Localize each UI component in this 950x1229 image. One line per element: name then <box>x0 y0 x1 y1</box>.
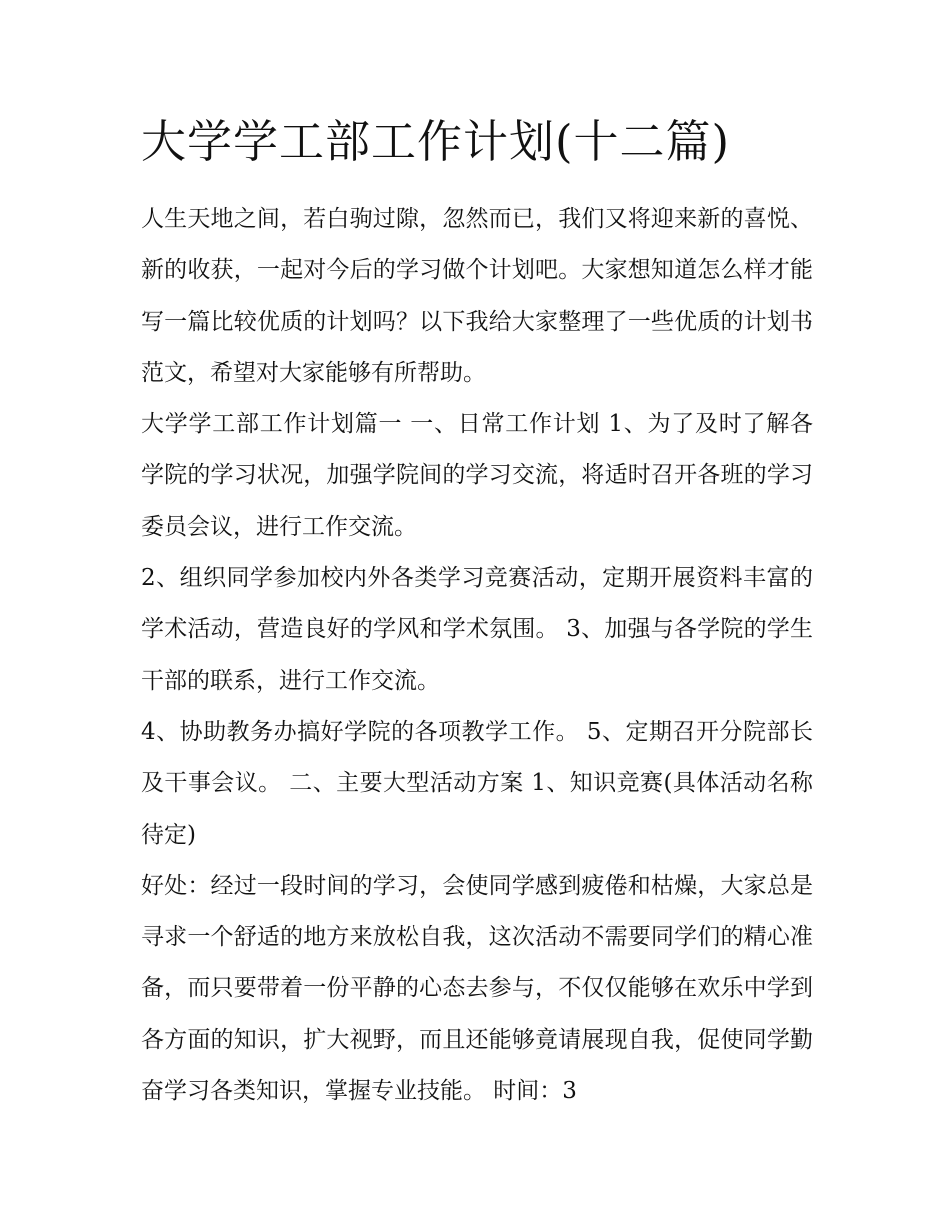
document-title: 大学学工部工作计划(十二篇) <box>141 115 731 168</box>
document-page <box>141 112 813 1117</box>
paragraph-benefits: 好处：经过一段时间的学习，会使同学感到疲倦和枯燥，大家总是寻求一个舒适的地方来放松自我，这次活动不需要同学们的精心准备，而只要带着一份平静的心态去参与，不仅仅能够在欢乐中学到各方面的知识，扩大视野，而且还能够竟请展现自我，促使同学勤奋学习各类知识，掌握专业技能。 时间：3 <box>141 872 813 1105</box>
paragraph-plan-1: 大学学工部工作计划篇一 一、日常工作计划 1、为了及时了解各学院的学习状况，加强学院间的学习交流，将适时召开各班的学习委员会议，进行工作交流。 <box>141 411 813 540</box>
paragraph-intro: 人生天地之间，若白驹过隙，忽然而已，我们又将迎来新的喜悦、新的收获，一起对今后的学习做个计划吧。大家想知道怎么样才能写一篇比较优质的计划吗？以下我给大家整理了一些优质的计划书范文，希望对大家能够有所帮助。 <box>141 206 813 386</box>
paragraph-plan-3: 4、协助教务办搞好学院的各项教学工作。 5、定期召开分院部长及干事会议。 二、主要大型活动方案 1、知识竞赛(具体活动名称待定) <box>141 718 813 848</box>
paragraph-plan-2: 2、组织同学参加校内外各类学习竞赛活动，定期开展资料丰富的学术活动，营造良好的学风和学术氛围。 3、加强与各学院的学生干部的联系，进行工作交流。 <box>141 565 813 694</box>
